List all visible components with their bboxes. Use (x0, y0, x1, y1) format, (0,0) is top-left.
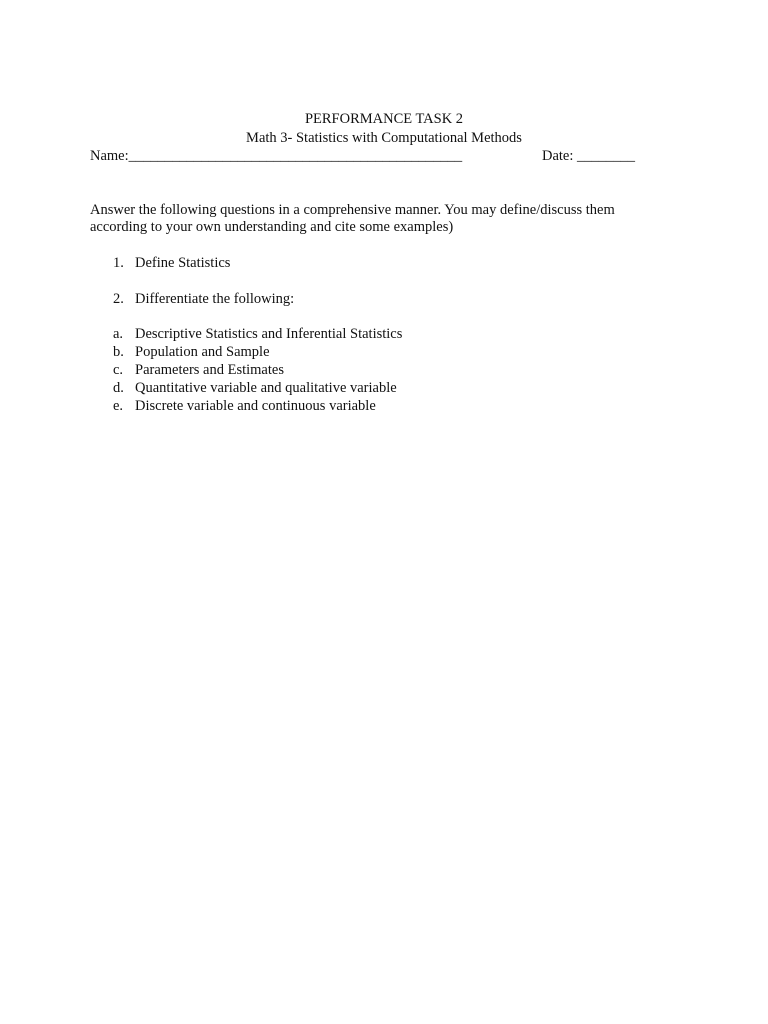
subitem-c-text: Parameters and Estimates (135, 362, 284, 378)
question-2-text: Differentiate the following: (135, 291, 295, 307)
subitem-d-marker: d. (113, 380, 124, 396)
document-title: PERFORMANCE TASK 2 (304, 111, 464, 127)
subitem-e-marker: e. (113, 398, 124, 414)
subitem-b-text: Population and Sample (135, 344, 270, 360)
document-subtitle: Math 3- Statistics with Computational Methods (246, 130, 522, 146)
question-1-marker: 1. (113, 255, 124, 271)
subitem-d-text: Quantitative variable and qualitative variable (135, 380, 397, 396)
question-1-text: Define Statistics (135, 255, 231, 271)
date-field-line: Date: ________ (542, 148, 636, 164)
subitem-a-marker: a. (113, 326, 124, 342)
name-field-line: Name:______________________________________________ (90, 148, 463, 164)
question-2-marker: 2. (113, 291, 124, 307)
subitem-c-marker: c. (113, 362, 124, 378)
subitem-a-text: Descriptive Statistics and Inferential Statistics (135, 326, 403, 342)
instructions-line-1: Answer the following questions in a comprehensive manner. You may define/discuss them (90, 202, 615, 218)
subitem-e-text: Discrete variable and continuous variable (135, 398, 376, 414)
subitem-b-marker: b. (113, 344, 124, 360)
instructions-line-2: according to your own understanding and cite some examples) (90, 219, 454, 235)
